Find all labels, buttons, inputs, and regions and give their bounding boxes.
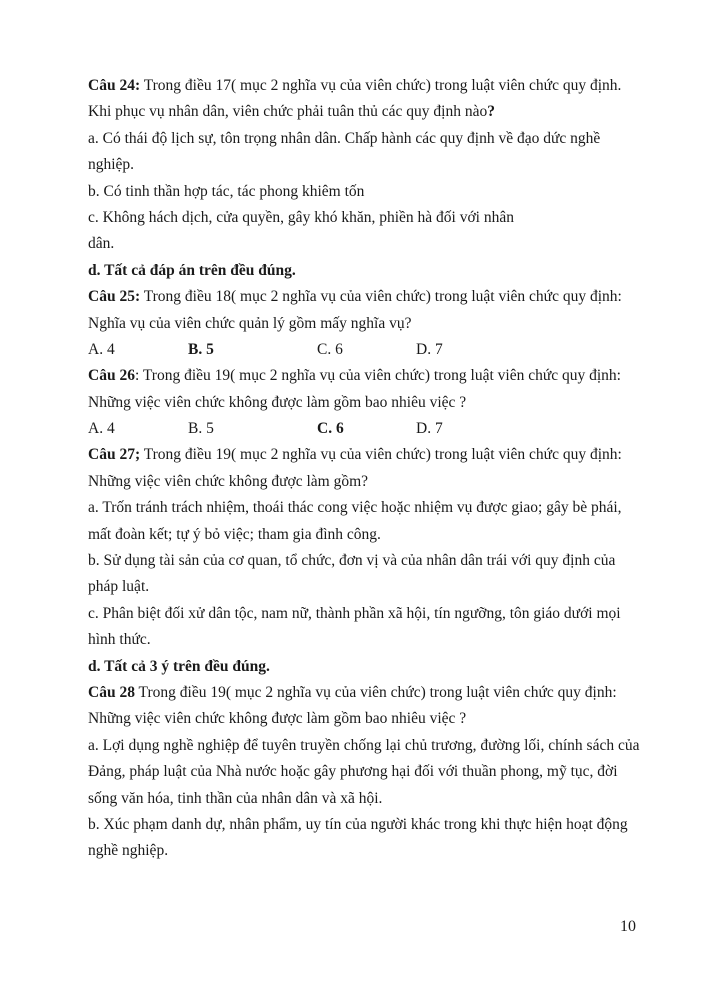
option-c: C. 6 bbox=[317, 340, 343, 358]
question-25-line-1 bbox=[88, 284, 648, 310]
question-27-line-2: Những việc viên chức không được làm gồm? bbox=[88, 472, 369, 490]
options-row bbox=[88, 337, 648, 363]
question-26-line-1 bbox=[88, 363, 648, 389]
option-a: A. 4 bbox=[88, 340, 115, 358]
question-label: Câu 27; bbox=[88, 446, 141, 464]
question-label: Câu 26 bbox=[88, 367, 135, 385]
answer-line: a. Lợi dụng nghề nghiệp để tuyên truyền chống lại chủ trương, đường lối, chính sách của bbox=[88, 736, 640, 754]
page-number: 10 bbox=[620, 918, 636, 935]
question-mark: ? bbox=[487, 103, 495, 121]
answer-line: b. Xúc phạm danh dự, nhân phẩm, uy tín của người khác trong khi thực hiện hoạt động bbox=[88, 815, 628, 833]
question-text: Trong điều 17( mục 2 nghĩa vụ của viên chức) trong luật viên chức quy định. bbox=[140, 77, 622, 94]
answer-line: pháp luật. bbox=[88, 578, 150, 596]
question-24-line-1 bbox=[88, 73, 648, 99]
answer-line: dân. bbox=[88, 235, 115, 253]
answer-line: sống văn hóa, tinh thần của nhân dân và xã hội. bbox=[88, 789, 383, 807]
correct-answer: d. Tất cả 3 ý trên đều đúng. bbox=[88, 657, 270, 675]
answer-line: nghiệp. bbox=[88, 156, 135, 174]
question-25-line-2: Nghĩa vụ của viên chức quản lý gồm mấy nghĩa vụ? bbox=[88, 314, 412, 332]
page-content bbox=[88, 73, 648, 865]
answer-line: a. Trốn tránh trách nhiệm, thoái thác cong việc hoặc nhiệm vụ được giao; gây bè phái, bbox=[88, 499, 622, 517]
question-26-line-2: Những việc viên chức không được làm gồm bao nhiêu việc ? bbox=[88, 393, 467, 411]
option-d: D. 7 bbox=[416, 420, 443, 438]
correct-answer: d. Tất cả đáp án trên đều đúng. bbox=[88, 261, 296, 279]
answer-line: hình thức. bbox=[88, 631, 151, 649]
question-label: Câu 24: bbox=[88, 77, 141, 94]
question-28-line-2: Những việc viên chức không được làm gồm bao nhiêu việc ? bbox=[88, 710, 467, 728]
question-text: Trong điều 19( mục 2 nghĩa vụ của viên chức) trong luật viên chức quy định: bbox=[134, 683, 617, 701]
option-a: A. 4 bbox=[88, 420, 115, 438]
question-28-line-1 bbox=[88, 680, 648, 706]
question-label: Câu 25: bbox=[88, 288, 141, 306]
option-d: D. 7 bbox=[416, 340, 443, 358]
question-27-line-1 bbox=[88, 442, 648, 468]
answer-line: b. Sử dụng tài sản của cơ quan, tổ chức, đơn vị và của nhân dân trái với quy định của bbox=[88, 552, 616, 570]
answer-line: mất đoàn kết; tự ý bỏ việc; tham gia đình công. bbox=[88, 525, 381, 543]
question-label: Câu 28 bbox=[88, 683, 135, 701]
option-c-correct: C. 6 bbox=[317, 420, 344, 438]
answer-line: c. Không hách dịch, cửa quyền, gây khó khăn, phiền hà đối với nhân bbox=[88, 208, 514, 226]
question-text: Khi phục vụ nhân dân, viên chức phải tuân thủ các quy định nào bbox=[88, 103, 488, 121]
question-text: Trong điều 18( mục 2 nghĩa vụ của viên chức) trong luật viên chức quy định: bbox=[140, 288, 622, 306]
option-b-correct: B. 5 bbox=[188, 340, 214, 358]
question-text: : Trong điều 19( mục 2 nghĩa vụ của viên chức) trong luật viên chức quy định: bbox=[134, 367, 621, 385]
answer-line: a. Có thái độ lịch sự, tôn trọng nhân dân. Chấp hành các quy định về đạo dức nghề bbox=[88, 129, 601, 147]
option-b: B. 5 bbox=[188, 420, 214, 438]
question-24-line-2 bbox=[88, 99, 648, 125]
answer-line: b. Có tinh thần hợp tác, tác phong khiêm tốn bbox=[88, 182, 365, 200]
answer-line: Đảng, pháp luật của Nhà nước hoặc gây phương hại đối với thuần phong, mỹ tục, đời bbox=[88, 763, 618, 781]
question-text: Trong điều 19( mục 2 nghĩa vụ của viên chức) trong luật viên chức quy định: bbox=[140, 446, 622, 464]
answer-line: nghề nghiệp. bbox=[88, 842, 169, 860]
answer-line: c. Phân biệt đối xử dân tộc, nam nữ, thành phần xã hội, tín ngưỡng, tôn giáo dưới mọi bbox=[88, 604, 621, 622]
options-row bbox=[88, 416, 648, 442]
